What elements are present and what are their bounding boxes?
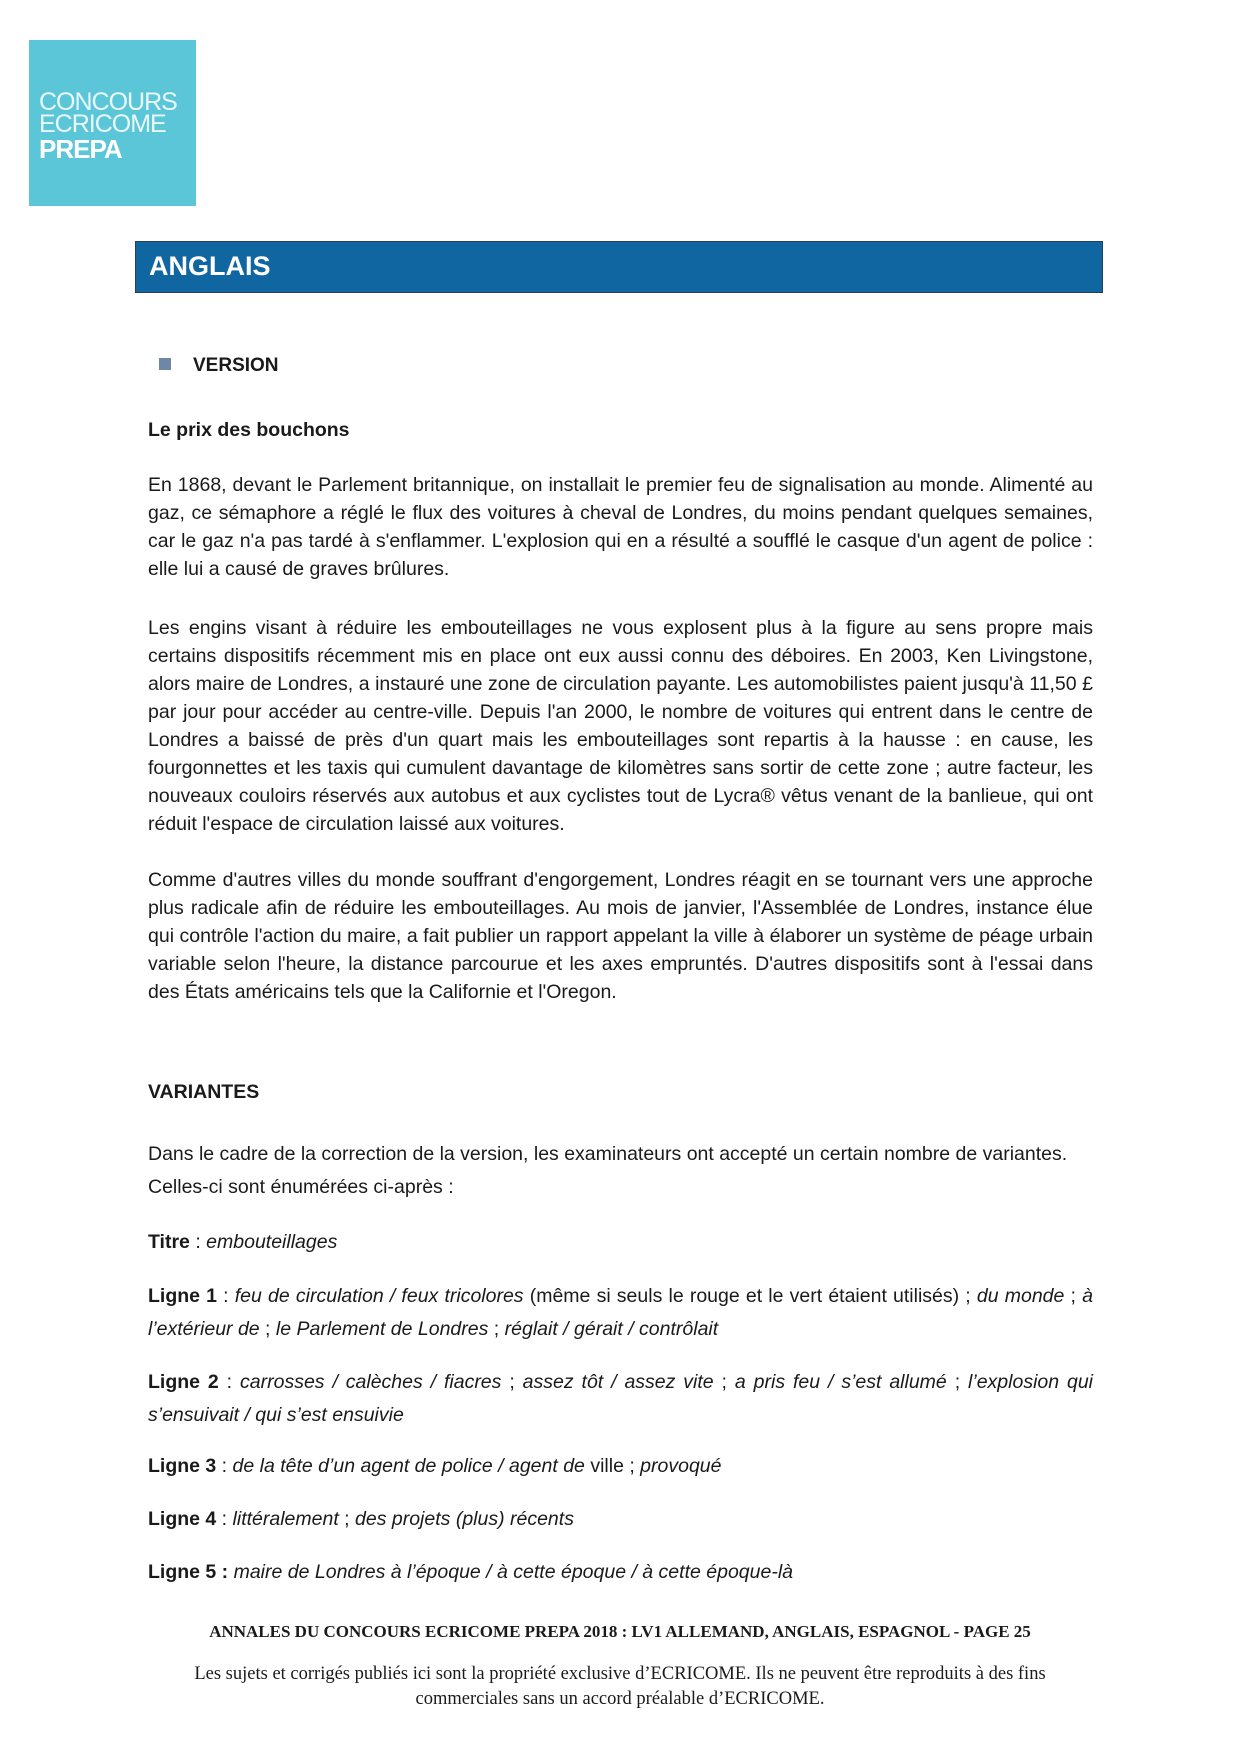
variante-value: carrosses / calèches / fiacres — [240, 1371, 502, 1393]
section-title: ANGLAIS — [149, 251, 271, 281]
separator: ; — [338, 1508, 356, 1530]
separator: : — [189, 1231, 207, 1253]
separator: : — [216, 1455, 233, 1477]
variantes-heading: VARIANTES — [148, 1081, 260, 1103]
variante-value: des projets (plus) récents — [355, 1508, 574, 1530]
variante-value: a pris feu / s’est allumé — [734, 1371, 947, 1393]
logo-line-prepa: PREPA — [39, 134, 122, 164]
variante-label: Ligne 4 — [148, 1508, 217, 1530]
square-bullet-icon — [159, 358, 171, 370]
variante-note: ville ; — [584, 1455, 641, 1477]
variante-label: Ligne 5 : — [148, 1561, 229, 1583]
version-heading: VERSION — [193, 355, 279, 376]
version-paragraph-2: Les engins visant à réduire les embouteillages ne vous explosent plus à la figure au sens propre mais certains dispositifs récemment mis en place ont eux aussi connu des déboires. En 2003, Ken Livingstone, alors maire de Londres, a instauré une zone de circulation payante. Les automobilistes paient jusqu'à 11,50 £ par jour pour accéder au centre-ville. Depuis l'an 2000, le nombre de voitures qui entrent dans le centre de Londres a baissé de près d'un quart mais les embouteillages sont repartis à la hausse : en cause, les fourgonnettes et les taxis qui cumulent davantage de kilomètres sans sortir de cette zone ; autre facteur, les nouveaux couloirs réservés aux autobus et aux cyclistes tout de Lycra® vêtus venant de la banlieue, qui ont réduit l'espace de circulation laissé aux voitures. — [148, 617, 1093, 835]
variante-value: du monde — [976, 1285, 1065, 1307]
variante-value: réglait / gérait / contrôlait — [504, 1318, 719, 1340]
variante-label: Ligne 3 — [148, 1455, 217, 1477]
variante-ligne-3 — [148, 1452, 1093, 1480]
variante-label: Titre — [148, 1231, 190, 1253]
separator: : — [216, 1508, 233, 1530]
variante-value: provoqué — [640, 1455, 722, 1477]
separator: : — [217, 1285, 235, 1307]
separator: ; — [713, 1371, 735, 1393]
variante-titre — [148, 1228, 1093, 1256]
variante-value: embouteillages — [206, 1231, 338, 1253]
variante-value: à l’extérieur de — [148, 1285, 1093, 1340]
separator: ; — [259, 1318, 276, 1340]
section-header — [135, 241, 1103, 293]
variante-value: assez tôt / assez vite — [522, 1371, 714, 1393]
separator: ; — [501, 1371, 523, 1393]
version-paragraph-3: Comme d'autres villes du monde souffrant d'engorgement, Londres réagit en se tournant vers une approche plus radicale afin de réduire les embouteillages. Au mois de janvier, l'Assemblée de Londres, instance élue qui contrôle l'action du maire, a fait publier un rapport appelant la ville à élaborer un système de péage urbain variable selon l'heure, la distance parcourue et les axes empruntés. D'autres dispositifs sont à l'essai dans des États américains tels que la Californie et l'Oregon. — [148, 869, 1093, 1003]
variante-ligne-4 — [148, 1505, 1093, 1533]
variante-label: Ligne 1 — [148, 1285, 218, 1307]
separator: : — [218, 1371, 241, 1393]
variante-note: (même si seuls le rouge et le vert étaient utilisés) ; — [523, 1285, 977, 1307]
variante-value: feu de circulation / feux tricolores — [234, 1285, 524, 1307]
variante-ligne-5 — [148, 1558, 1093, 1586]
separator: ; — [946, 1371, 969, 1393]
separator: ; — [1064, 1285, 1083, 1307]
variante-value: maire de Londres à l’époque / à cette époque / à cette époque-là — [233, 1561, 793, 1583]
variante-value: littéralement — [232, 1508, 339, 1530]
version-title: Le prix des bouchons — [148, 419, 350, 441]
version-paragraph-1: En 1868, devant le Parlement britannique, on installait le premier feu de signalisation au monde. Alimenté au gaz, ce sémaphore a réglé le flux des voitures à cheval de Londres, du moins pendant quelques semaines, car le gaz n'a pas tardé à s'enflammer. L'explosion qui en a résulté a soufflé le casque d'un agent de police : elle lui a causé de graves brûlures. — [148, 474, 1093, 580]
variante-value: le Parlement de Londres — [275, 1318, 489, 1340]
logo-line-ecricome: ECRICOME — [39, 110, 166, 138]
variante-ligne-1 — [148, 1280, 1093, 1346]
variante-value: l’explosion qui s’ensuivait / qui s’est ensuivie — [148, 1371, 1094, 1426]
separator: ; — [488, 1318, 505, 1340]
logo — [29, 40, 196, 206]
variantes-intro: Dans le cadre de la correction de la version, les examinateurs ont accepté un certain nombre de variantes. Celles-ci sont énumérées ci-après : — [148, 1143, 1068, 1198]
variante-value: de la tête d’un agent de police / agent de — [232, 1455, 585, 1477]
copyright-notice: Les sujets et corrigés publiés ici sont la propriété exclusive d’ECRICOME. Ils ne peuvent être reproduits à des fins commerciales sans un accord préalable d’ECRICOME. — [194, 1664, 1046, 1709]
logo-line-concours: CONCOURS — [39, 88, 177, 116]
variante-label: Ligne 2 — [148, 1371, 219, 1393]
variante-ligne-2 — [148, 1366, 1093, 1432]
page-footer: ANNALES DU CONCOURS ECRICOME PREPA 2018 : LV1 ALLEMAND, ANGLAIS, ESPAGNOL - PAGE 25 — [209, 1622, 1031, 1641]
